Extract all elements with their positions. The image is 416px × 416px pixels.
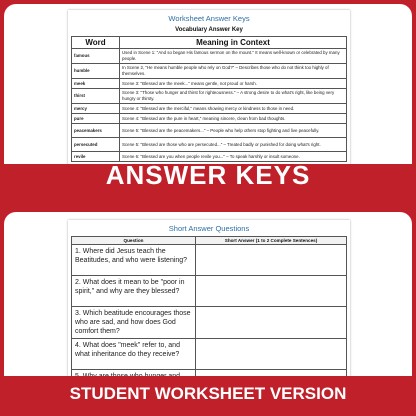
vocab-meaning: Scene 4: "Blessed are the pure in heart," meaning sincere, clean from bad thoughts.	[120, 114, 347, 124]
table-row	[72, 307, 347, 339]
vocab-meaning: Scene 3: "Blessed are the meek..." means gentle, not proud or harsh.	[120, 79, 347, 89]
vocab-meaning: In Scene 2, "He means humble people who rely on God?" – Describes those who do not think too highly of themselves.	[120, 64, 347, 79]
table-row	[72, 245, 347, 276]
vocab-word: meek	[72, 79, 120, 89]
table-row	[72, 138, 347, 152]
answer-cell	[196, 339, 347, 370]
column-header-word: Word	[72, 37, 120, 49]
vocab-meaning: Scene 6: "Blessed are you when people revile you..." – To speak harshly or insult someone.	[120, 152, 347, 162]
vocab-meaning: Scene 4: "Blessed are the merciful," means showing mercy or kindness to those in need.	[120, 104, 347, 114]
question-cell: 2. What does it mean to be "poor in spirit," and why are they blessed?	[72, 276, 196, 307]
sheet-title: Worksheet Answer Keys	[168, 14, 250, 23]
column-header-meaning: Meaning in Context	[120, 37, 347, 49]
column-header-question: Question	[72, 237, 196, 245]
answer-cell	[196, 276, 347, 307]
vocab-word: persecuted	[72, 138, 120, 152]
vocab-word: peacemakers	[72, 124, 120, 138]
vocabulary-table	[71, 36, 347, 162]
short-answer-sheet	[68, 220, 350, 400]
table-row	[72, 124, 347, 138]
sheet-title: Short Answer Questions	[168, 224, 250, 233]
sheet-subtitle: Vocabulary Answer Key	[175, 27, 243, 33]
vocab-word: pure	[72, 114, 120, 124]
vocab-word: famous	[72, 49, 120, 64]
vocabulary-answer-key-sheet	[68, 10, 350, 170]
table-row	[72, 276, 347, 307]
column-header-answer: Short Answer (1 to 2 Complete Sentences)	[196, 237, 347, 245]
answer-cell	[196, 245, 347, 276]
table-row	[72, 89, 347, 104]
vocab-meaning: Scene 5: "Blessed are the peacemakers..." – People who help others stop fighting and live peacefully.	[120, 124, 347, 138]
table-row	[72, 104, 347, 114]
vocab-word: revile	[72, 152, 120, 162]
question-cell: 4. What does "meek" refer to, and what inheritance do they receive?	[72, 339, 196, 370]
student-worksheet-banner: STUDENT WORKSHEET VERSION	[69, 384, 347, 403]
table-row	[72, 114, 347, 124]
table-row	[72, 339, 347, 370]
question-cell: 3. Which beatitude encourages those who are sad, and how does God comfort them?	[72, 307, 196, 339]
vocab-meaning: Used in Scene 1: "And so began His famous sermon on the mount." It means well-known or celebrated by many people.	[120, 49, 347, 64]
vocab-meaning: Scene 5: "Blessed are those who are persecuted..." – Treated badly or punished for doing what's right.	[120, 138, 347, 152]
table-row	[72, 49, 347, 64]
vocab-word: mercy	[72, 104, 120, 114]
answer-cell	[196, 307, 347, 339]
table-row	[72, 64, 347, 79]
table-row	[72, 79, 347, 89]
vocab-meaning: Scene 3: "Those who hunger and thirst for righteousness." – A strong desire to do what's right, like being very hungry or thirsty.	[120, 89, 347, 104]
question-cell: 1. Where did Jesus teach the Beatitudes, and who were listening?	[72, 245, 196, 276]
vocab-word: humble	[72, 64, 120, 79]
vocab-word: thirst	[72, 89, 120, 104]
answer-keys-banner: ANSWER KEYS	[105, 160, 311, 190]
